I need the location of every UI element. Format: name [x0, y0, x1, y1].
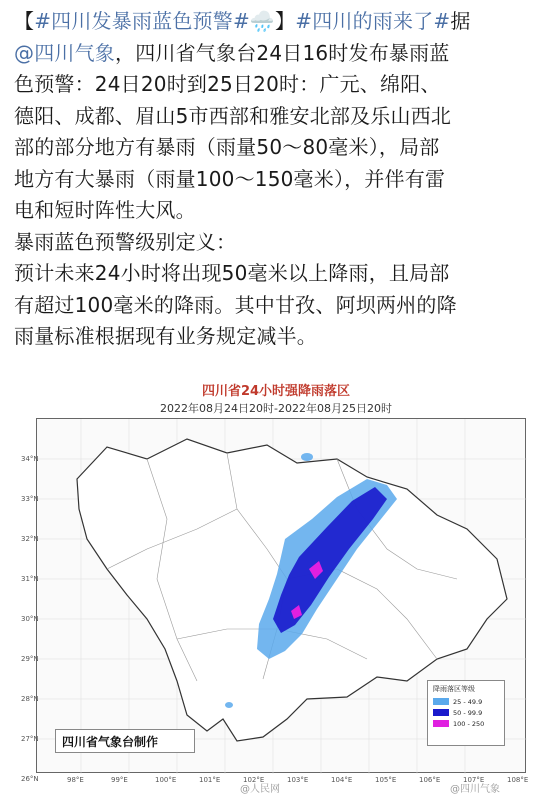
post-line	[14, 164, 542, 196]
lat-tick-label: 32°N	[21, 535, 39, 543]
post-line	[14, 101, 542, 133]
lat-tick-label: 31°N	[21, 575, 39, 583]
lat-tick-label: 33°N	[21, 495, 39, 503]
map-frame	[21, 418, 529, 784]
post-text-span: 】	[275, 9, 296, 33]
post-line	[14, 195, 542, 227]
post-text	[14, 6, 542, 353]
post-line	[14, 258, 542, 290]
legend-item	[433, 696, 499, 707]
post-line	[14, 227, 542, 259]
map-subtitle: 2022年08月24日20时-2022年08月25日20时	[160, 402, 392, 415]
rain-map-image[interactable]	[18, 372, 534, 792]
lon-tick-label: 101°E	[199, 776, 221, 784]
lon-tick-label: 108°E	[507, 776, 529, 784]
post-text-span: 德阳、成都、眉山5市西部和雅安北部及乐山西北	[14, 103, 452, 128]
post-line	[14, 132, 542, 164]
lon-tick-label: 105°E	[375, 776, 397, 784]
lat-tick-label: 28°N	[21, 695, 39, 703]
lon-tick-label: 104°E	[331, 776, 353, 784]
legend-swatch	[433, 720, 449, 727]
hashtag-link[interactable]: #四川发暴雨蓝色预警#🌧️	[34, 9, 276, 33]
post-text-span: ，四川省气象台24日16时发布暴雨蓝	[115, 40, 450, 65]
post-text-span: 色预警：24日20时到25日20时：广元、绵阳、	[14, 72, 441, 96]
agency-label: 四川省气象台制作	[55, 729, 195, 753]
legend-item	[433, 707, 499, 718]
lon-tick-label: 103°E	[287, 776, 309, 784]
post-text-span: 据	[450, 9, 471, 33]
post-text-span: 部的部分地方有暴雨（雨量50～80毫米），局部	[14, 135, 440, 159]
lat-tick-label: 27°N	[21, 735, 39, 743]
post-text-span: 电和短时阵性大风。	[14, 198, 196, 222]
post-text-span: 雨量标准根据现有业务规定减半。	[14, 324, 317, 348]
post-text-span: 预计未来24小时将出现50毫米以上降雨，且局部	[14, 261, 450, 285]
post-text-span: 暴雨蓝色预警级别定义：	[14, 229, 237, 254]
lat-tick-label: 29°N	[21, 655, 39, 663]
post-line	[14, 6, 542, 38]
hashtag-link[interactable]: #四川的雨来了#	[295, 9, 451, 33]
lon-tick-label: 107°E	[463, 776, 485, 784]
hashtag-link[interactable]: @四川气象	[14, 40, 115, 65]
legend-item	[433, 718, 499, 729]
post-line	[14, 38, 542, 70]
lon-tick-label: 106°E	[419, 776, 441, 784]
post-text-span: 有超过100毫米的降雨。其中甘孜、阿坝两州的降	[14, 292, 457, 317]
legend-label: 25 - 49.9	[453, 697, 483, 706]
post-line	[14, 321, 542, 353]
legend-swatch	[433, 709, 449, 716]
legend-label: 100 - 250	[453, 719, 485, 728]
watermark-sichuan-weather: @四川气象	[450, 784, 500, 795]
lat-tick-label: 30°N	[21, 615, 39, 623]
post-line	[14, 69, 542, 101]
map-legend	[427, 680, 505, 746]
lon-tick-label: 99°E	[111, 776, 128, 784]
rain-patch-south	[225, 702, 233, 708]
rain-patch-north	[301, 453, 313, 461]
post-text-span: 地方有大暴雨（雨量100～150毫米），并伴有雷	[14, 166, 446, 191]
lon-tick-label: 102°E	[243, 776, 265, 784]
watermark-people: @人民网	[240, 784, 280, 795]
post-text-span: 【	[14, 9, 35, 33]
lon-tick-label: 98°E	[67, 776, 84, 784]
lat-tick-label: 26°N	[21, 775, 39, 783]
legend-title: 降雨落区等级	[433, 685, 475, 693]
map-title: 四川省24小时强降雨落区	[201, 384, 351, 399]
lat-tick-label: 34°N	[21, 455, 39, 463]
lon-tick-label: 100°E	[155, 776, 177, 784]
post-line	[14, 290, 542, 322]
legend-swatch	[433, 698, 449, 705]
legend-label: 50 - 99.9	[453, 708, 483, 717]
